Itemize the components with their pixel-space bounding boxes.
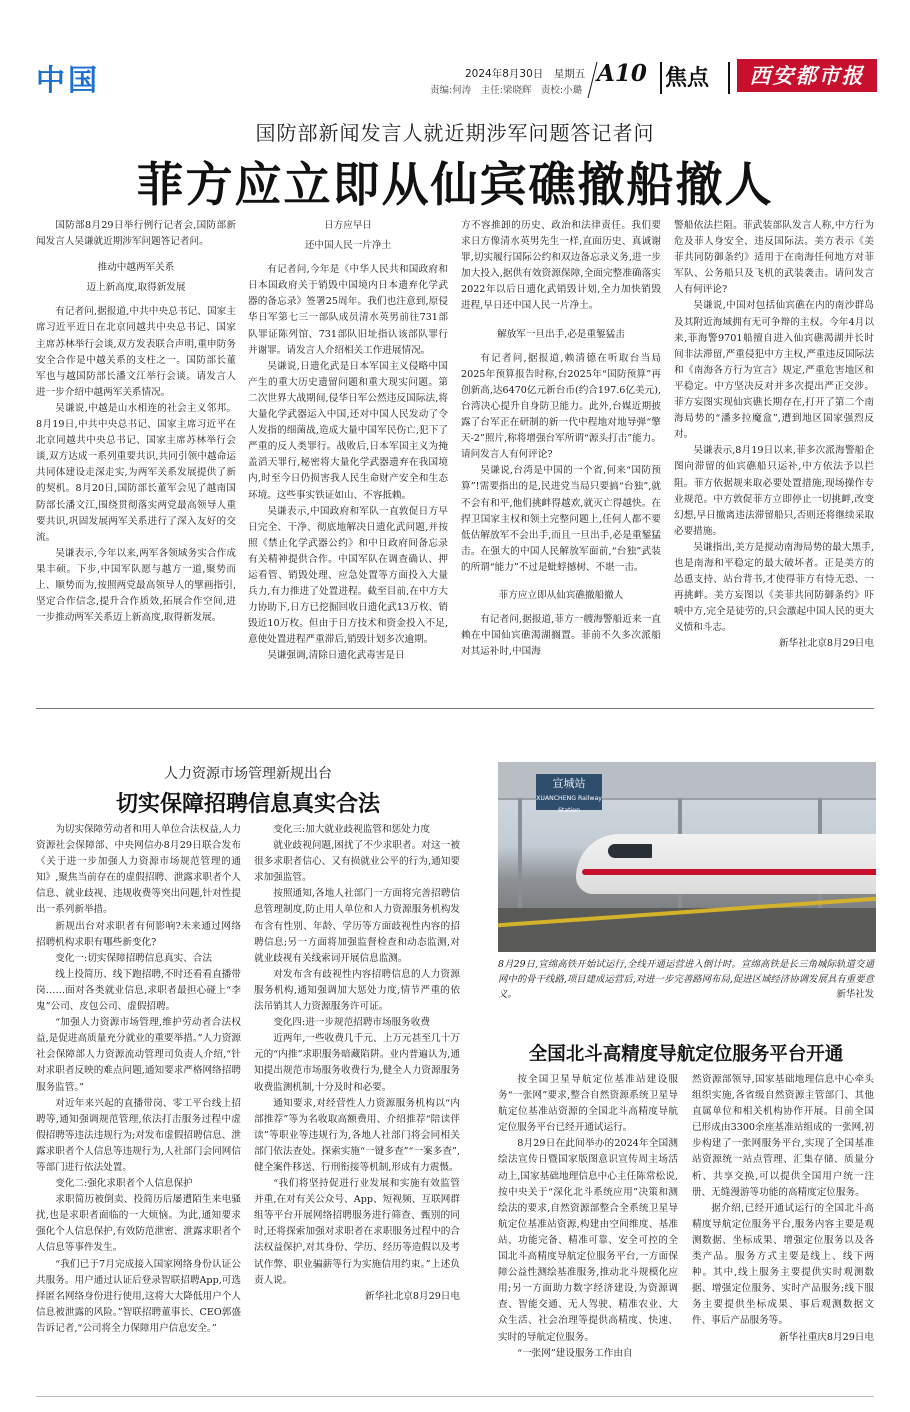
story1-column-2 — [248, 218, 448, 702]
paragraph: 警船依法拦阻。菲武装部队发言人称,中方行为危及菲人身安全、违反国际法。美方表示《美菲共同防御条约》适用于在南海任何地方对菲军队、公务船只及飞机的武装袭击。请问发言人有何评论? — [674, 220, 874, 296]
paragraph: 有记者问,今年是《中华人民共和国政府和日本国政府关于销毁中国境内日本遗弃化学武器的备忘录》签署25周年。我们也注意到,原侵华日军第七三一部队成员清水英男前往731部队罪证陈列馆、731部队旧址指认该部队罪行并谢罪。请发言人介绍相关工作进展情况。 — [248, 264, 448, 356]
dateline: 2024年8月30日 星期五 — [465, 68, 586, 80]
paragraph: “我们将坚持促进行业发展和实施有效监管并重,在对有关公众号、App、短视频、互联网群组等平台开展网络招聘服务进行筛查、甄别的同时,还将探索加强对求职者在求职服务过程中的合法权益保护,对其身份、学历、经历等造假以及考试作弊、职业骗薪等行为实施信用约束。”上述负责人说。 — [254, 1178, 460, 1286]
page-number: A10 — [597, 60, 647, 87]
photo-caption — [498, 957, 874, 1002]
story1-column-1 — [36, 218, 236, 702]
paragraph: 8月29日在此间举办的2024年全国测绘法宣传日暨国家版图意识宣传周主场活动上,国家基础地理信息中心主任陈常松说,按中央关于“深化北斗系统应用”决策和测绘法的要求,自然资源部整合全系统卫星导航定位基准站资源,构建由空间维度、基准站、功能完备、精准可靠、安全可控的全国北斗高精度导航定位服务平台,一方面保障公益性测绘基准服务,推动北斗规模化应用;另一方面助力数字经济建设,为资源调查、智能交通、无人驾驶、精准农业、大众生活、社会治理等提供高精度、快速、实时的导航定位服务。 — [498, 1138, 678, 1343]
station-sign-cn: 宣城站 — [552, 777, 586, 790]
byline: 新华社重庆8月29日电 — [778, 1331, 874, 1343]
story3-column-2 — [692, 1072, 874, 1394]
subheading: 还中国人民一片净土 — [304, 240, 392, 252]
paragraph: 变化四:进一步规范招聘市场服务收费 — [273, 1017, 430, 1029]
platform — [498, 908, 876, 952]
paragraph: 然资源部领导,国家基础地理信息中心牵头组织实施,各省级自然资源主管部门、其他直属单位和相关机构协作开展。目前全国已形成由3300余座基准站组成的一张网,初步构建了一张网服务平台,实现了全国基准站资源统一站点管理、汇集存储、质量分析、共享交换,可以提供全国用户统一注册、无缝漫游等功能的高精度定位服务。 — [692, 1074, 874, 1198]
paragraph: 据介绍,已经开通试运行的全国北斗高精度导航定位服务平台,服务内容主要是观测数据、坐标成果、增强定位服务以及各类产品。服务方式主要是线上、线下两种。其中,线上服务主要提供实时观测数据、增强定位服务、实时产品服务;线下服务主要提供坐标成果、事后观测数据文件、事后产品服务等。 — [692, 1202, 874, 1327]
section-divider — [36, 708, 874, 709]
page-bottom-rule — [36, 1396, 874, 1397]
separator — [660, 62, 662, 94]
paragraph: 有记者问,据报道,赖清德在听取台当局2025年预算报告时称,台2025年“国防预算”再创新高,达6470亿元新台币(约合197.6亿美元),台湾决心提升自身防卫能力。此外,台媒近期披露了台军正在研制的新一代中程地对地导弹“擎天-2”照片,称将增强台军所谓“源头打击”能力。请问发言人有何评论? — [461, 352, 661, 461]
photo-credit: 新华社发 — [836, 989, 874, 1000]
paragraph: 吴谦表示,今年以来,两军各领域务实合作成果丰硕。下步,中国军队愿与越方一道,聚势而上、顺势而为,按照两党最高领导人的擘画指引,坚定合作信念,提升合作质效,拓展合作空间,进一步推动两军关系迈上新高度,取得新发展。 — [36, 547, 236, 624]
story2-kicker: 人力资源市场管理新规出台 — [164, 766, 332, 782]
paragraph: 变化一:切实保障招聘信息真实、合法 — [55, 952, 212, 964]
separator — [728, 62, 730, 94]
paragraph: 吴谦说,台湾是中国的一个省,何来“国防预算”!需要指出的是,民进党当局只要搞“台独”,就不会有和平,他们挑衅得越欢,就灭亡得越快。在捍卫国家主权和领土完整问题上,任何人都不要低估解放军不会出手,而且一旦出手,必是重錾猛击。在强大的中国人民解放军面前,“台独”武装的所谓“能力”不过是蚍蜉撼树、不堪一击。 — [461, 465, 661, 573]
paragraph: 方不容推卸的历史、政治和法律责任。我们要求日方像清水英男先生一样,直面历史、真诚谢罪,切实履行国际公约和双边备忘录义务,进一步加大投入,据供有效资源保障,全面完整准确落实2022年以后日遗化武销毁计划,全力加快销毁进程,早日还中国人民一片净土。 — [461, 220, 661, 312]
paragraph: 近两年,一些收费几千元、上万元甚至几十万元的“内推”求职服务暗藏陷阱。业内普遍认为,通知提出规范市场服务收费行为,健全人力资源服务收费监测机制,十分及时和必要。 — [254, 1033, 460, 1093]
paragraph: 按照通知,各地人社部门一方面将完善招聘信息管理制度,防止用人单位和人力资源服务机构发布含有性别、年龄、学历等方面歧视性内容的招聘信息;另一方面将加强监督检查和动态监测,对就业歧视有关线索词开展信息监测。 — [254, 888, 460, 964]
story3-column-1 — [498, 1072, 678, 1394]
section-tag: 焦点 — [665, 66, 710, 91]
station-sign-en: XUANCHENG Railway Station — [536, 795, 602, 814]
story1-column-3 — [461, 218, 661, 702]
byline: 新华社北京8月29日电 — [778, 638, 874, 650]
paragraph: 按全国卫星导航定位基准站建设服务“一张网”要求,整合自然资源系统卫星导航定位基准站资源的全国北斗高精度导航定位服务平台已经开通试运行。 — [498, 1074, 678, 1134]
paragraph: 为切实保障劳动者和用人单位合法权益,人力资源社会保障部、中央网信办8月29日联合发布《关于进一步加强人力资源市场规范管理的通知》,聚焦当前存在的虚假招聘、泄露求职者个人信息、就业歧视、违规收费等突出问题,针对性提出一系列新举措。 — [36, 824, 241, 916]
paragraph: 吴谦表示,8月19日以来,菲多次派海警船企图向滞留的仙宾礁船只运补,中方依法予以拦阻。菲方依据规来取必要处置措施,现场操作专业规范。中方敦促菲方立即停止一切挑衅,改变幻想,早日撤离违法滞留船只,否则还将继续采取必要措施。 — [674, 445, 874, 537]
platform-pole — [518, 798, 522, 910]
paragraph: 有记者问,据报道,中共中央总书记、国家主席习近平近日在北京同越共中央总书记、国家主席苏林举行会谈,双方发表联合声明,重申防务安全合作是中越关系的支柱之一。国防部长董军也与越国防部长潘文江举行会谈。请发言人进一步介绍中越两军关系情况。 — [36, 306, 236, 398]
paragraph: “我们已于7月完成接入国家网络身份认证公共服务。用户通过认证后登录智联招聘App,可选择匿名网络身份进行使用,这将大大降低用户个人信息被泄露的风险。”智联招聘董事长、CEO郭盛告诉记者,“公司将全力保障用户信息安全。” — [36, 1258, 241, 1334]
editor-credits: 责编:何涛 主任:梁晓辉 责校:小璐 — [430, 85, 583, 96]
paragraph: 通知要求,对经营性人力资源服务机构以“内部推荐”等为名收取高额费用、介绍推荐“陪读伴读”等职业等违规行为,各地人社部门将会同相关部门依法查处。探索实施“一键多查”“一案多查”,健全案件移送、行刑衔接等机制,形成有力震慑。 — [254, 1097, 460, 1173]
separator — [588, 62, 598, 98]
paragraph: 国防部8月29日举行例行记者会,国防部新闻发言人吴谦就近期涉军问题答记者问。 — [36, 220, 236, 248]
station-sign — [536, 774, 602, 814]
story3-headline: 全国北斗高精度导航定位服务平台开通 — [528, 1044, 844, 1065]
train-photo — [498, 762, 876, 952]
masthead — [0, 0, 910, 106]
subheading: 解放军一旦出手,必是重錾猛击 — [497, 328, 625, 340]
byline: 新华社北京8月29日电 — [364, 1290, 460, 1302]
subheading: 迈上新高度,取得新发展 — [86, 282, 186, 294]
train-cab-window — [608, 844, 652, 858]
paragraph: “一张网”建设服务工作由自 — [517, 1347, 633, 1359]
paragraph: 吴谦说,中国对包括仙宾礁在内的南沙群岛及其附近海域拥有无可争辩的主权。今年4月以来,菲海警9701船擅自进入仙宾礁渴湖并长时间非法滞留,严重侵犯中方主权,严重违反国际法和《南海各方行为宣言》规定,严重危害地区和平稳定。中方坚决反对并多次提出严正交涉。菲方妄图实现仙宾礁长期存在,打开了第二个南海局势的“潘多拉魔盒”,遭到地区国家强烈反对。 — [674, 300, 874, 441]
story1-kicker: 国防部新闻发言人就近期涉军问题答记者问 — [255, 121, 655, 145]
paragraph: 求职简历被倒卖、投简历后屡遭陌生来电骚扰,也是求职者面临的一大烦恼。为此,通知要求强化个人信息保护,有效防范泄密、泄露求职者个人信息等事件发生。 — [36, 1194, 241, 1254]
subheading: 推动中越两军关系 — [97, 262, 175, 274]
train-stripe — [582, 869, 876, 875]
paragraph: 吴谦表示,中国政府和军队一直敦促日方早日完全、干净、彻底地解决日遗化武问题,并按照《禁止化学武器公约》和中日政府间备忘录有关精神提供合作。中国军队在调查确认、押运看管、销毁处理、应急处置等方面投入大量兵力,有力推进了处置进程。截至目前,在中方大力协助下,日方已挖掘回收日遗化武13万枚、销毁近10万枚。但由于日方技术和资金投入不足,意使处置进程严重滞后,销毁计划多次逾期。 — [248, 505, 448, 646]
paragraph: 变化二:强化求职者个人信息保护 — [55, 1178, 193, 1190]
high-speed-train — [576, 834, 876, 894]
newspaper-logo: 西安都市报 — [737, 59, 877, 92]
paragraph: 就业歧视问题,困扰了不少求职者。对这一被很多求职者信心、又有损就业公平的行为,通知要求加强监管。 — [254, 840, 460, 884]
paragraph: 线上投简历、线下跑招聘,不时还看看直播带岗……面对各类就业信息,求职者最担心碰上“李鬼”公司、皮包公司、虚假招聘。 — [36, 968, 241, 1013]
story2-column-2 — [254, 822, 460, 1394]
caption-text: 8月29日,宣绵高铁开始试运行,全线开通运营进入倒计时。宣绵高铁是长三角城际轨道交通网中的骨干线路,项目建成运营后,对进一步完善路网布局,促进区域经济协调发展具有重要意义。 — [498, 959, 874, 1000]
paragraph: 吴谦强调,清除日遗化武毒害是日 — [267, 650, 405, 662]
paragraph: 对近年来兴起的直播带岗、零工平台线上招聘等,通知强调规范管理,依法打击服务过程中虚假招聘等违法违规行为;对发布虚假招聘信息、泄露求职者个人信息等违规行为,人社部门会同网信等部门进行依法处置。 — [36, 1097, 241, 1173]
section-name: 中国 — [36, 63, 101, 97]
paragraph: 吴谦指出,美方是搅动南海局势的最大黑手,也是南海和平稳定的最大破坏者。正是美方的怂恿支持、站台背书,才使得菲方有恃无恐、一再挑衅。美方妄图以《美菲共同防御条约》吓唬中方,完全是徒劳的,只会激起中国人民的更大义愤和斗志。 — [674, 541, 874, 634]
story2-headline: 切实保障招聘信息真实合法 — [115, 792, 380, 817]
paragraph: 新规出台对求职者有何影响?未来通过网络招聘机构求职有哪些新变化? — [36, 920, 241, 948]
subheading: 菲方应立即从仙宾礁撤船撤人 — [498, 589, 624, 601]
story1-column-4 — [674, 218, 874, 702]
paragraph: “加强人力资源市场管理,维护劳动者合法权益,是促进高质量充分就业的重要举措。”人力资源社会保障部人力资源流动管理司负责人介绍,“针对求职者反映的难点问题,通知要求严格网络招聘服务监管。” — [36, 1017, 241, 1093]
paragraph: 有记者问,据报道,菲方一艘海警船近来一直赖在中国仙宾礁渴湖搁置。菲前不久多次派船对其运补时,中国海 — [461, 614, 661, 658]
paragraph: 变化三:加大就业歧视监管和惩处力度 — [273, 824, 430, 835]
paragraph: 对发布含有歧视性内容招聘信息的人力资源服务机构,通知强调加大惩处力度,情节严重的依法吊销其人力资源服务许可证。 — [254, 968, 460, 1013]
paragraph: 吴谦说,日遗化武是日本军国主义侵略中国产生的重大历史遗留问题和重大现实问题。第二次世界大战期间,侵华日军公然违反国际法,将大量化学武器运入中国,还对中国人民发动了令人发指的细菌战,造成大量中国军民伤亡,犯下了严重的反人类罪行。战败后,日本军国主义为掩盖滔天罪行,秘密将大量化学武器遗弃在我国境内,时至今日仍损害我人民生命财产安全和生态环境。这些事实铁证如山、不容抵赖。 — [248, 360, 448, 501]
story2-column-1 — [36, 822, 241, 1394]
paragraph: 吴谦说,中越是山水相连的社会主义邻邦。8月19日,中共中央总书记、国家主席习近平在北京同越共中央总书记、国家主席苏林举行会谈,双方达成一系列重要共识,共同引领中越命运共同体建设走深走实,为两军关系发展提供了新的契机。8月20日,国防部长董军会见了越南国防部长潘文江,围绕贯彻落实两党最高领导人重要共识,巩固发展两军关系进行了深入友好的交流。 — [36, 402, 236, 543]
subheading: 日方应早日 — [324, 220, 372, 231]
story1-headline: 菲方应立即从仙宾礁撤船撤人 — [136, 158, 774, 213]
